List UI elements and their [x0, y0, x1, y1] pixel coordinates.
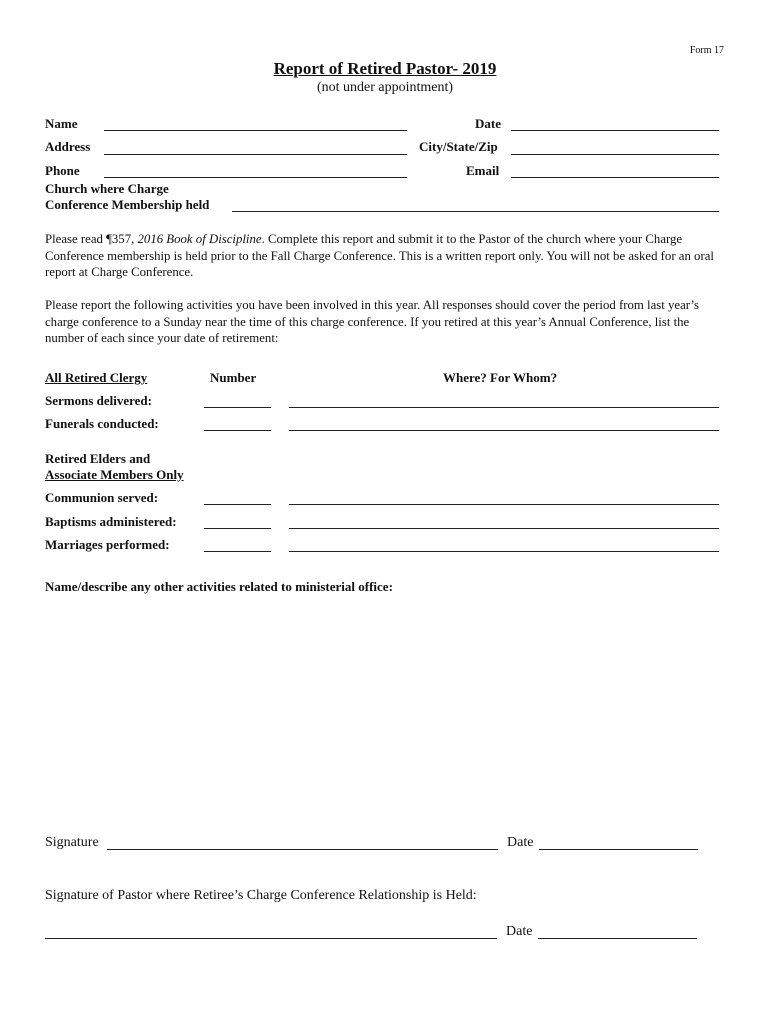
form-number: Form 17: [689, 45, 724, 56]
book-of-discipline-ref: 2016 Book of Discipline: [137, 232, 262, 246]
header-where-for-whom: Where? For Whom?: [443, 370, 558, 385]
elders-heading-line2: Associate Members Only: [45, 467, 184, 482]
baptisms-label: Baptisms administered:: [45, 514, 177, 529]
city-state-zip-label: City/State/Zip: [419, 139, 498, 154]
signature-date-field[interactable]: [539, 849, 698, 850]
address-field[interactable]: [104, 154, 407, 155]
funerals-where-field[interactable]: [289, 430, 719, 431]
date-label: Date: [475, 116, 501, 131]
pastor-signature-label: Signature of Pastor where Retiree’s Charge Conference Relationship is Held:: [45, 888, 477, 903]
header-number: Number: [210, 370, 257, 385]
header-all-retired-clergy: All Retired Clergy: [45, 370, 148, 385]
instructions-paragraph-2: Please report the following activities you have been involved in this year. All responses should cover the period from last year’s charge conference to a Sunday near the time of this charge conference. If you retired at this year’s Annual Conference, list the number of each since your date of retirement:: [45, 298, 700, 345]
phone-field[interactable]: [104, 177, 407, 178]
communion-label: Communion served:: [45, 490, 159, 505]
email-field[interactable]: [511, 177, 719, 178]
marriages-number-field[interactable]: [204, 551, 271, 552]
church-label-line1: Church where Charge: [45, 181, 169, 196]
funerals-number-field[interactable]: [204, 430, 271, 431]
baptisms-where-field[interactable]: [289, 528, 719, 529]
communion-where-field[interactable]: [289, 504, 719, 505]
pastor-signature-field[interactable]: [45, 938, 497, 939]
signature-field[interactable]: [107, 849, 498, 850]
page-title: Report of Retired Pastor- 2019: [273, 59, 497, 78]
city-state-zip-field[interactable]: [511, 154, 719, 155]
funerals-label: Funerals conducted:: [45, 416, 159, 431]
email-label: Email: [466, 163, 500, 178]
other-activities-area[interactable]: [45, 600, 720, 820]
baptisms-number-field[interactable]: [204, 528, 271, 529]
pastor-date-field[interactable]: [538, 938, 697, 939]
other-activities-label: Name/describe any other activities related to ministerial office:: [45, 579, 393, 594]
pastor-date-label: Date: [506, 924, 533, 939]
marriages-where-field[interactable]: [289, 551, 719, 552]
sermons-where-field[interactable]: [289, 407, 719, 408]
phone-label: Phone: [45, 163, 80, 178]
address-label: Address: [45, 139, 91, 154]
elders-heading-line1: Retired Elders and: [45, 451, 151, 466]
name-field[interactable]: [104, 130, 407, 131]
sermons-number-field[interactable]: [204, 407, 271, 408]
page-subtitle: (not under appointment): [316, 80, 454, 95]
signature-date-label: Date: [507, 835, 534, 850]
marriages-label: Marriages performed:: [45, 537, 170, 552]
communion-number-field[interactable]: [204, 504, 271, 505]
instructions-paragraph-1: Please read ¶357, 2016 Book of Discipline. Complete this report and submit it to the Pastor of the church where your Charge Conference membership is held prior to the Fall Charge Conference. This is a written report only. You will not be asked for an oral report at Charge Conference.: [45, 232, 714, 279]
sermons-label: Sermons delivered:: [45, 393, 152, 408]
signature-label: Signature: [45, 835, 99, 850]
name-label: Name: [45, 116, 78, 131]
church-label-line2: Conference Membership held: [45, 197, 210, 212]
date-field[interactable]: [511, 130, 719, 131]
church-field[interactable]: [232, 211, 719, 212]
